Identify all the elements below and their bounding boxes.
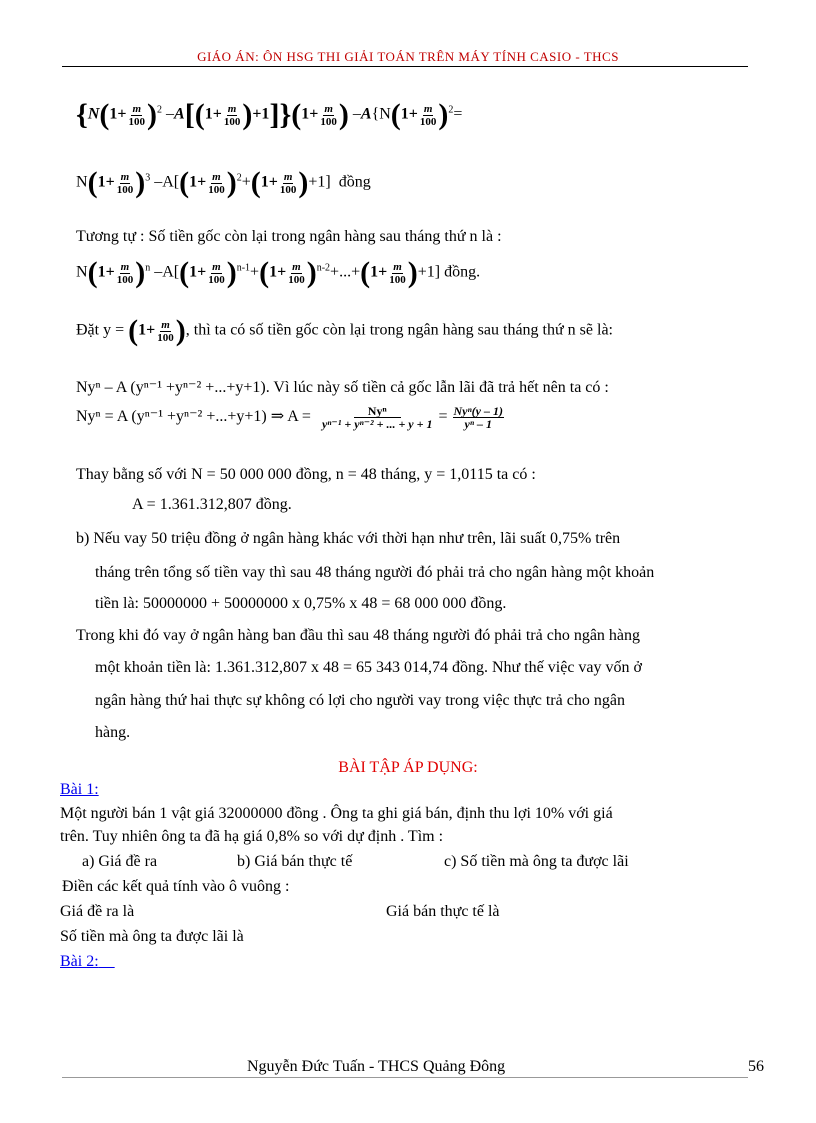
page-number: 56 [748,1058,764,1075]
label-gia-de-ra: Giá đề ra là [60,903,135,920]
footer-divider [62,1077,748,1078]
paragraph-b-line-1: b) Nếu vay 50 triệu đồng ở ngân hàng khác với thời hạn như trên, lãi suất 0,75% trên [76,530,621,547]
fill-in-instruction: Điền các kết quả tính vào ô vuông : [62,878,290,895]
paragraph-thay-bang: Thay bằng số với N = 50 000 000 đồng, n = 48 tháng, y = 1,0115 ta có : [76,466,536,483]
paragraph-b-line-3: tiền là: 50000000 + 50000000 x 0,75% x 48 = 68 000 000 đồng. [95,595,507,612]
option-b: b) Giá bán thực tế [237,853,353,870]
fraction-m-100: $\frac{m}{100}$ [128,102,146,128]
bai-1-line-2: trên. Tuy nhiên ông ta đã hạ giá 0,8% so với dự định . Tìm : [60,828,444,845]
paragraph-trong-khi-3: ngân hàng thứ hai thực sự không có lợi cho người vay trong việc thực trả cho ngân [95,692,625,709]
bai-2-label: Bài 2: [60,953,99,970]
exercises-heading: BÀI TẬP ÁP DỤNG: [338,759,478,776]
option-a: a) Giá đề ra [82,853,158,870]
paragraph-dat-y: Đặt y = (1+ $\frac{m}{100}$ ), thì ta có số tiền gốc còn lại trong ngân hàng sau tháng thứ n sẽ là: [76,314,613,347]
fraction-ny-y-minus-1: $\frac{\text{Nyⁿ(y – 1)}}{\text{yⁿ – 1}}$ [453,404,503,431]
bai-1-line-1: Một người bán 1 vật giá 32000000 đồng . Ông ta ghi giá bán, định thu lợi 10% với giá [60,805,613,822]
paragraph-tuong-tu: Tương tự : Số tiền gốc còn lại trong ngân hàng sau tháng thứ n là : [76,228,502,245]
formula-line-2: N(1+ $\frac{m}{100}$ )$^3$ –A[(1+ $\frac{m}{100}$ )$^2$+(1+ $\frac{m}{100}$ )+1] đồng [76,166,371,199]
label-gia-ban-thuc-te: Giá bán thực tế là [386,903,500,920]
formula-line-3: N(1+ $\frac{m}{100}$ )$^n$ –A[(1+ $\frac{m}{100}$ )$^{n-1}$+(1+ $\frac{m}{100}$ )$^{n-2}$+...+(1+ $\frac{m}{100}$ )+1] đồng. [76,256,481,289]
paragraph-b-line-2: tháng trên tổng số tiền vay thì sau 48 tháng người đó phải trả cho ngân hàng một khoản [95,564,655,581]
page-header-title: GIÁO ÁN: ÔN HSG THI GIẢI TOÁN TRÊN MÁY TÍNH CASIO - THCS [197,49,619,62]
formula-line-1: {N(1+ $\frac{m}{100}$ )$^2$ –A[(1+ $\frac{m}{100}$ )+1]}(1+ $\frac{m}{100}$ ) –A{N(1+ $\frac{m}{100}$ )$^2$= [76,98,463,131]
bai-1-label: Bài 1: [60,781,99,798]
formula-solve-a: Nyⁿ = A (yⁿ⁻¹ +yⁿ⁻² +...+y+1) ⇒ A = $\frac{\text{Nyⁿ}}{\text{yⁿ⁻¹ + yⁿ⁻² + ... + y + 1}}$ = $\frac{\text{Nyⁿ(y – 1)}}{\text{yⁿ – 1}}$ [76,404,503,431]
paragraph-ny: Nyⁿ – A (yⁿ⁻¹ +yⁿ⁻² +...+y+1). Vì lúc này số tiền cả gốc lẫn lãi đã trả hết nên ta có : [76,379,609,396]
paragraph-trong-khi-1: Trong khi đó vay ở ngân hàng ban đầu thì sau 48 tháng người đó phải trả cho ngân hàng [76,627,641,644]
option-c: c) Số tiền mà ông ta được lãi [444,853,629,870]
fraction-ny-over-sum: $\frac{\text{Nyⁿ}}{\text{yⁿ⁻¹ + yⁿ⁻² + ... + y + 1}}$ [321,404,433,431]
paragraph-trong-khi-2: một khoản tiền là: 1.361.312,807 x 48 = 65 343 014,74 đồng. Như thế việc vay vốn ở [95,659,642,676]
footer-author: Nguyễn Đức Tuấn - THCS Quảng Đông [247,1058,506,1075]
result-a-value: A = 1.361.312,807 đồng. [132,496,292,513]
label-so-tien-lai: Số tiền mà ông ta được lãi là [60,928,244,945]
paragraph-trong-khi-4: hàng. [95,724,131,741]
header-divider [62,66,748,67]
